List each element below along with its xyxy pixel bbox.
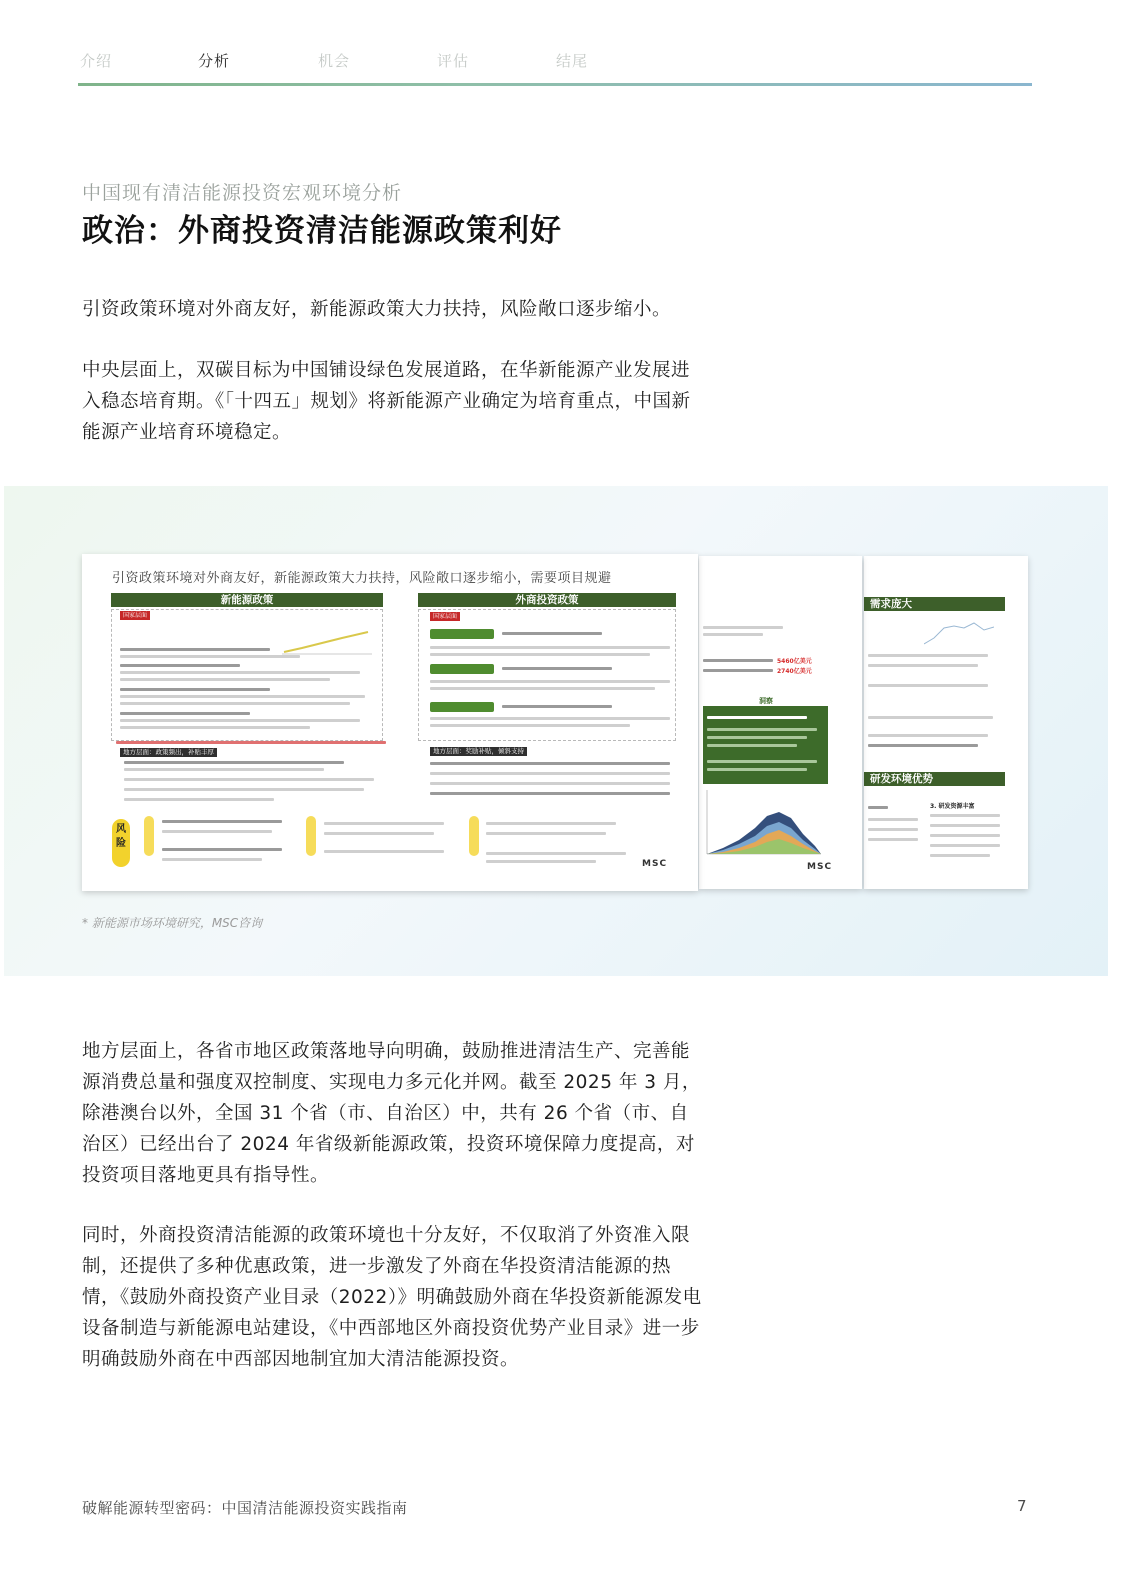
slide-subbar-left: 地方层面：政策频出，补贴丰厚 [120, 748, 217, 757]
slide-tag-left: 国家层面 [120, 611, 150, 620]
paragraph-summary: 引资政策环境对外商友好，新能源政策大力扶持，风险敞口逐步缩小。 [82, 299, 672, 320]
slide3-mini-line-chart [924, 618, 994, 648]
risk-category-label [306, 816, 316, 856]
msc-logo: MSC [642, 859, 668, 869]
nav-item-opportunity[interactable]: 机会 [318, 52, 351, 70]
page-title: 政治：外商投资清洁能源政策利好 [82, 213, 562, 249]
slide-policy-overview [82, 554, 698, 891]
slide3-bar-mid: 研发环境优势 [864, 772, 1005, 786]
msc-logo-2: MSC [807, 862, 833, 872]
slide-col-title-left: 新能源政策 [111, 593, 383, 607]
footer-doc-title: 破解能源转型密码：中国清洁能源投资实践指南 [82, 1499, 408, 1517]
section-subtitle: 中国现有清洁能源投资宏观环境分析 [82, 182, 403, 204]
paragraph-local: 地方层面上，各省市地区政策落地导向明确，鼓励推进清洁生产、完善能源消费总量和强度双控制度、实现电力多元化并网。截至 2025 年 3 月，除港澳台以外，全国 31 个省（市、自治区）中，共有 26 个省（市、自治区）已经出台了 2024 年省级新能源政策，投资环境保障力度提高，对投资项目落地更具有指导性。 [82, 1041, 701, 1186]
slide-heading: 引资政策环境对外商友好，新能源政策大力扶持，风险敞口逐步缩小，需要项目规避 [112, 571, 612, 586]
nav-item-intro[interactable]: 介绍 [80, 52, 113, 70]
section-nav [80, 50, 1032, 76]
slide2-area-chart [703, 786, 823, 858]
risk-category-label [144, 816, 154, 856]
slide2-highlight-2: 2740亿美元 [777, 668, 812, 675]
slide3-item: 3. 研发资源丰富 [930, 803, 975, 810]
risk-category-label [469, 816, 479, 856]
slide-subbar-right: 地方层面：奖励补贴，倾斜支持 [430, 747, 527, 756]
page-number: 7 [1017, 1497, 1027, 1515]
slide3-bar-top: 需求庞大 [864, 597, 1005, 611]
figure-caption: * 新能源市场环境研究，MSC咨询 [82, 916, 263, 930]
paragraph-foreign: 同时，外商投资清洁能源的政策环境也十分友好，不仅取消了外资准入限制，还提供了多种优惠政策，进一步激发了外商在华投资清洁能源的热情，《鼓励外商投资产业目录（2022）》明确鼓励外商在华投资新能源发电设备制造与新能源电站建设，《中西部地区外商投资优势产业目录》进一步明确鼓励外商在中西部因地制宜加大清洁能源投资。 [82, 1225, 702, 1370]
slide-tag-right: 国家层面 [430, 612, 460, 621]
nav-item-analysis[interactable]: 分析 [198, 52, 231, 70]
risk-badge: 风险 [112, 819, 130, 867]
nav-divider [78, 83, 1032, 86]
nav-item-ending[interactable]: 结尾 [556, 52, 589, 70]
paragraph-central: 中央层面上，双碳目标为中国铺设绿色发展道路，在华新能源产业发展进入稳态培育期。《「十四五」规划》将新能源产业确定为培育重点，中国新能源产业培育环境稳定。 [82, 360, 691, 443]
slide2-section-label: 洞察 [759, 697, 773, 705]
slide-demand-rd [864, 556, 1028, 889]
nav-item-evaluation[interactable]: 评估 [437, 52, 470, 70]
slide2-highlight-1: 5460亿美元 [777, 658, 812, 665]
slide-col-title-right: 外商投资政策 [418, 593, 676, 607]
slide-market-data [699, 556, 862, 889]
mini-trend-chart [282, 626, 372, 656]
